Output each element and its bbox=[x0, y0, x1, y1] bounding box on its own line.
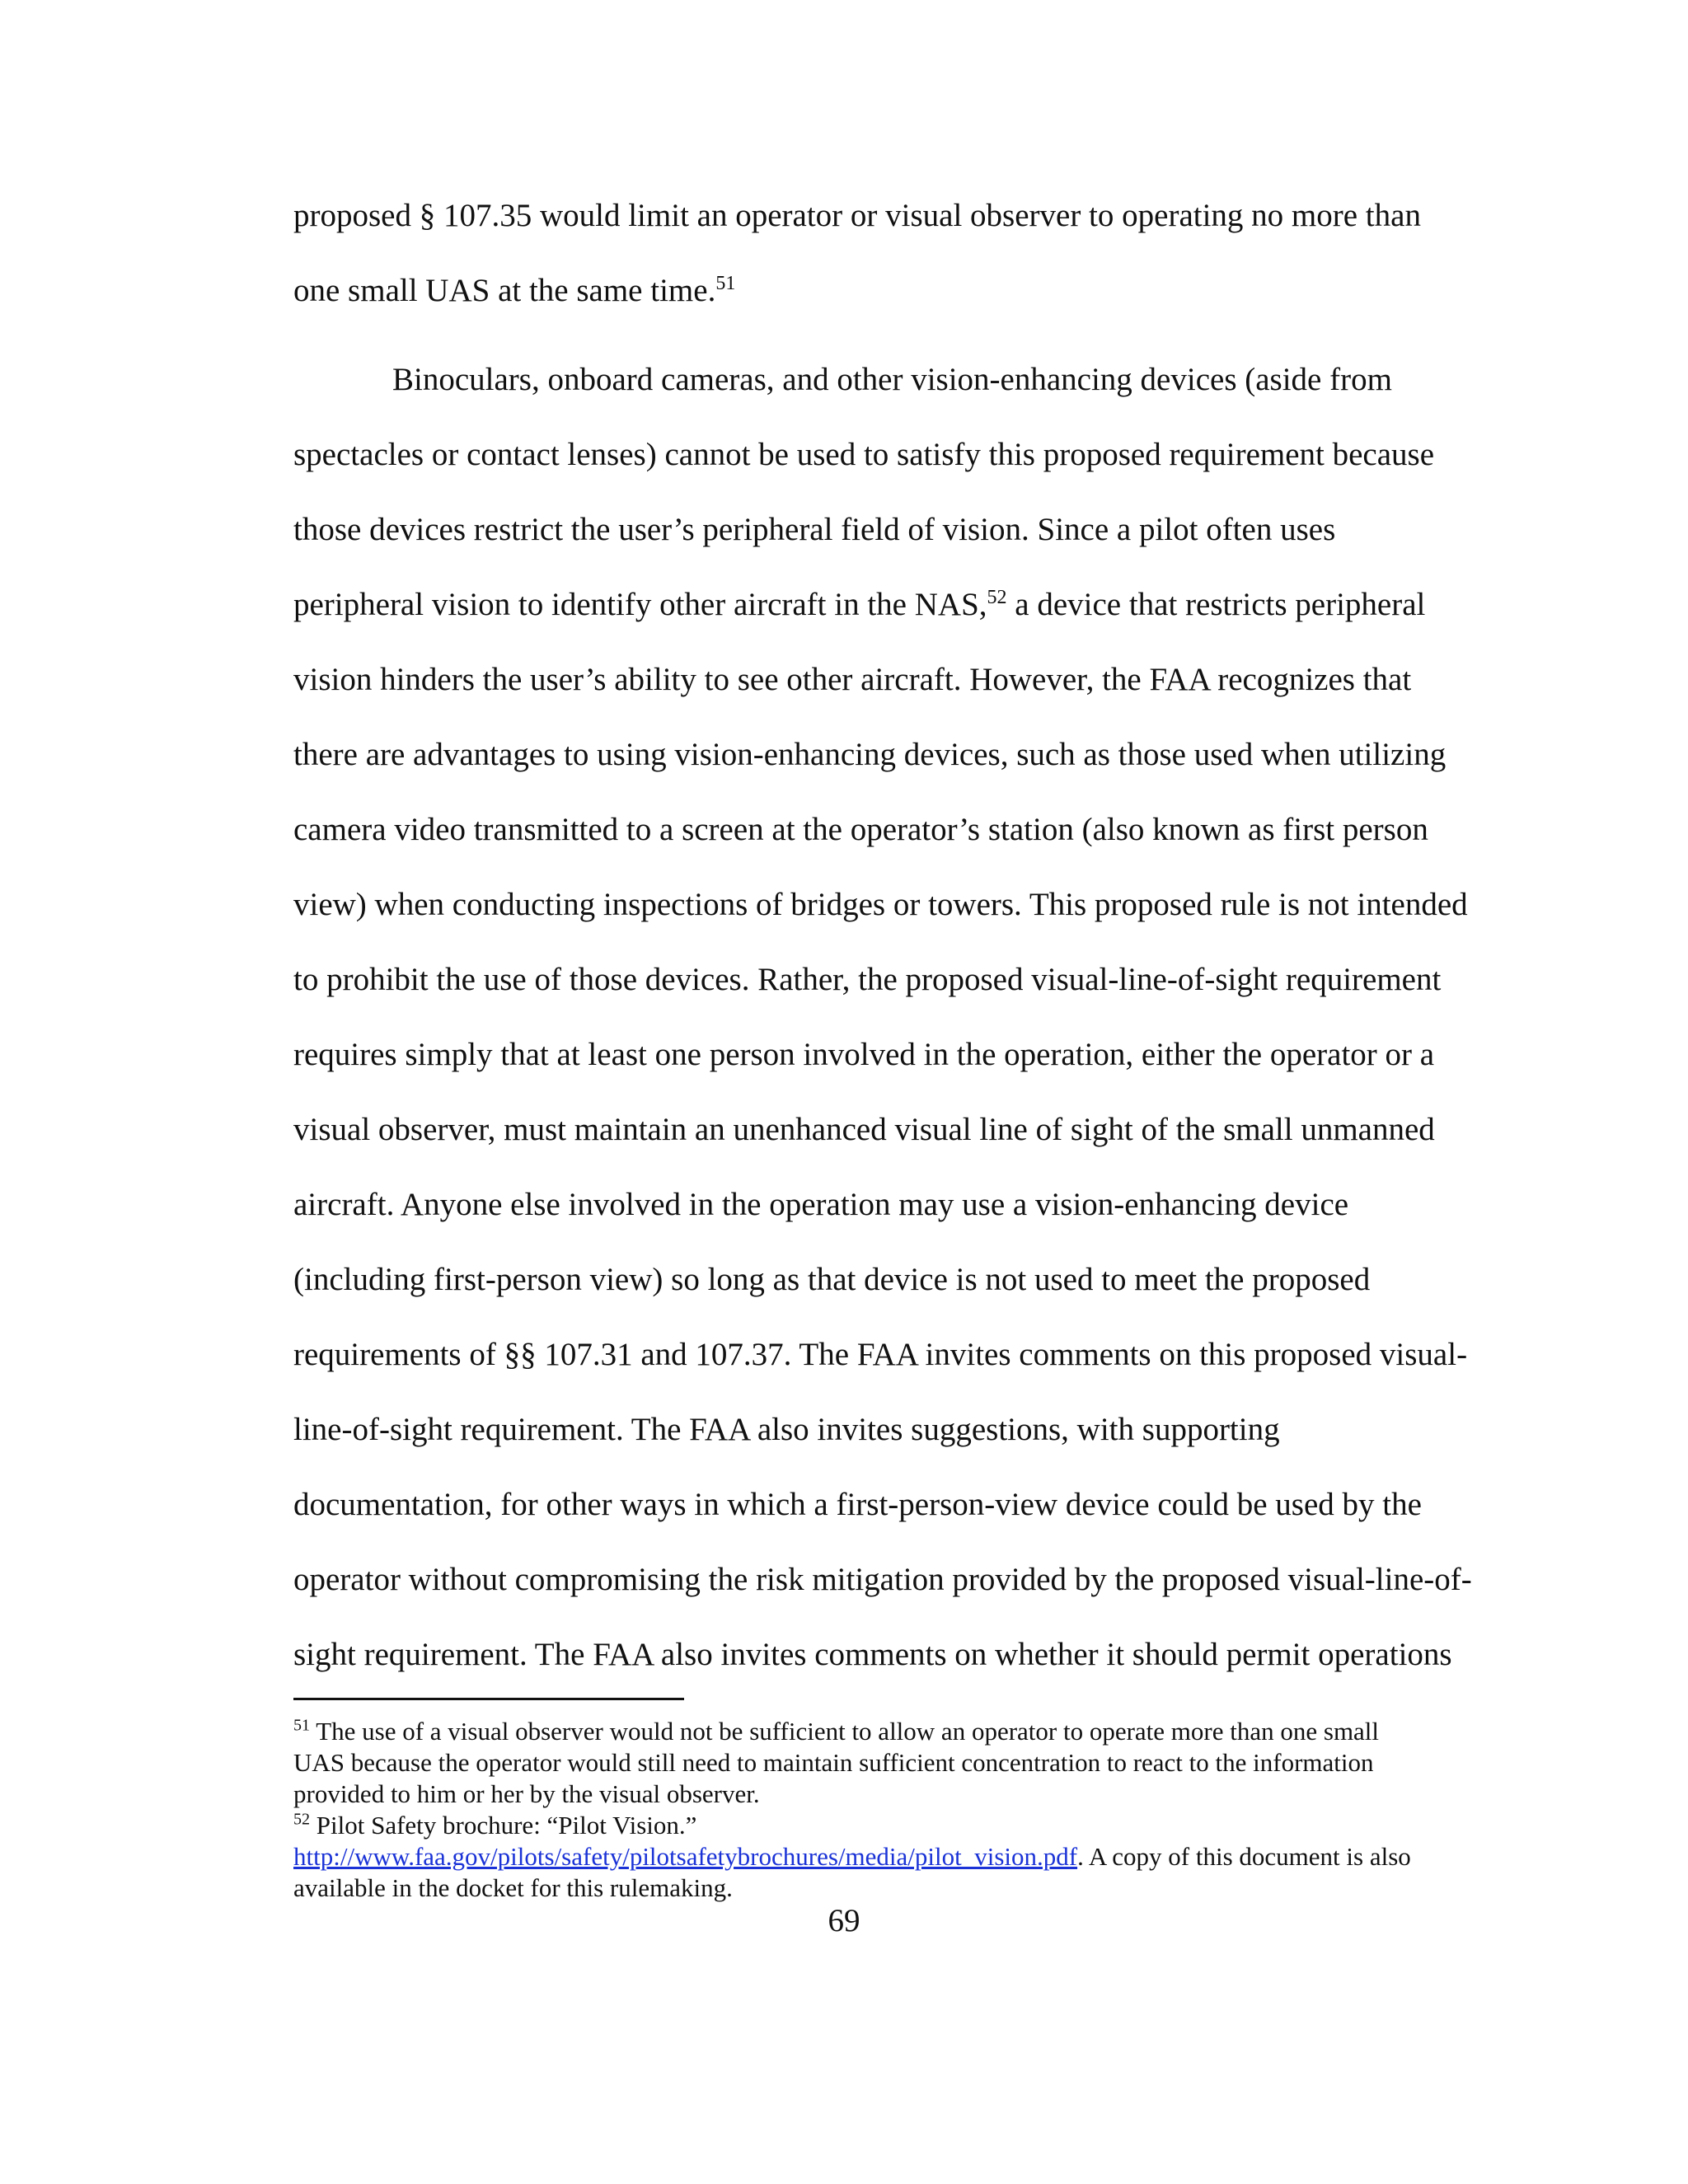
body-line-text: one small UAS at the same time. bbox=[293, 273, 716, 308]
body-line: spectacles or contact lenses) cannot be used to satisfy this proposed requirement because bbox=[293, 437, 1435, 472]
paragraph-first-line: Binoculars, onboard cameras, and other vision-enhancing devices (aside from bbox=[392, 362, 1392, 397]
body-line: visual observer, must maintain an unenhanced visual line of sight of the small unmanned bbox=[293, 1112, 1435, 1147]
footnote-text: Pilot Safety brochure: “Pilot Vision.” bbox=[310, 1811, 697, 1840]
body-line: (including first-person view) so long as that device is not used to meet the proposed bbox=[293, 1262, 1371, 1297]
body-line: those devices restrict the user’s peripheral field of vision. Since a pilot often uses bbox=[293, 512, 1336, 547]
footnote-51-line: provided to him or her by the visual observer. bbox=[293, 1779, 760, 1808]
body-line: operator without compromising the risk mitigation provided by the proposed visual-line-of- bbox=[293, 1562, 1472, 1597]
body-line: to prohibit the use of those devices. Rather, the proposed visual-line-of-sight requirement bbox=[293, 962, 1442, 997]
body-line: there are advantages to using vision-enhancing devices, such as those used when utilizing bbox=[293, 737, 1447, 772]
body-line bbox=[293, 575, 1489, 650]
footnote-52-line: available in the docket for this rulemaking. bbox=[293, 1873, 733, 1902]
body-line: vision hinders the user’s ability to see other aircraft. However, the FAA recognizes that bbox=[293, 662, 1412, 697]
body-line: requirements of §§ 107.31 and 107.37. The FAA invites comments on this proposed visual- bbox=[293, 1337, 1468, 1372]
footnote-number: 52 bbox=[293, 1810, 310, 1829]
footnote-number: 51 bbox=[293, 1716, 310, 1735]
footnote-52-line bbox=[293, 1810, 1497, 1841]
footnote-ref-51[interactable]: 51 bbox=[715, 273, 736, 294]
body-line: requires simply that at least one person involved in the operation, either the operator or a bbox=[293, 1037, 1435, 1072]
pilot-vision-pdf-link[interactable]: http://www.faa.gov/pilots/safety/pilotsafetybrochures/media/pilot_vision.pdf bbox=[293, 1842, 1078, 1871]
body-line-text: a device that restricts peripheral bbox=[1006, 587, 1426, 622]
footnotes bbox=[293, 1716, 1497, 1904]
page-number: 69 bbox=[828, 1903, 860, 1938]
footnote-52-line bbox=[293, 1841, 1497, 1872]
body-line: line-of-sight requirement. The FAA also invites suggestions, with supporting bbox=[293, 1412, 1280, 1447]
footnote-51-line: UAS because the operator would still need to maintain sufficient concentration to react to the information bbox=[293, 1748, 1374, 1777]
body-line: camera video transmitted to a screen at the operator’s station (also known as first person bbox=[293, 812, 1428, 847]
body-line: sight requirement. The FAA also invites comments on whether it should permit operations bbox=[293, 1637, 1452, 1672]
body-line-text: peripheral vision to identify other aircraft in the NAS, bbox=[293, 587, 987, 622]
footnote-51-line bbox=[293, 1716, 1497, 1747]
footnote-text: The use of a visual observer would not be sufficient to allow an operator to operate more than one small bbox=[310, 1717, 1380, 1746]
footnote-ref-52[interactable]: 52 bbox=[987, 587, 1007, 608]
body-line: proposed § 107.35 would limit an operator or visual observer to operating no more than bbox=[293, 198, 1421, 233]
body-line: view) when conducting inspections of bridges or towers. This proposed rule is not intended bbox=[293, 887, 1468, 922]
footnote-separator bbox=[293, 1698, 684, 1700]
body-line: documentation, for other ways in which a first-person-view device could be used by the bbox=[293, 1487, 1422, 1522]
body-line: aircraft. Anyone else involved in the operation may use a vision-enhancing device bbox=[293, 1187, 1349, 1222]
body-text bbox=[293, 186, 1489, 1700]
footnote-text: . A copy of this document is also bbox=[1077, 1842, 1411, 1871]
body-line bbox=[293, 261, 1489, 350]
